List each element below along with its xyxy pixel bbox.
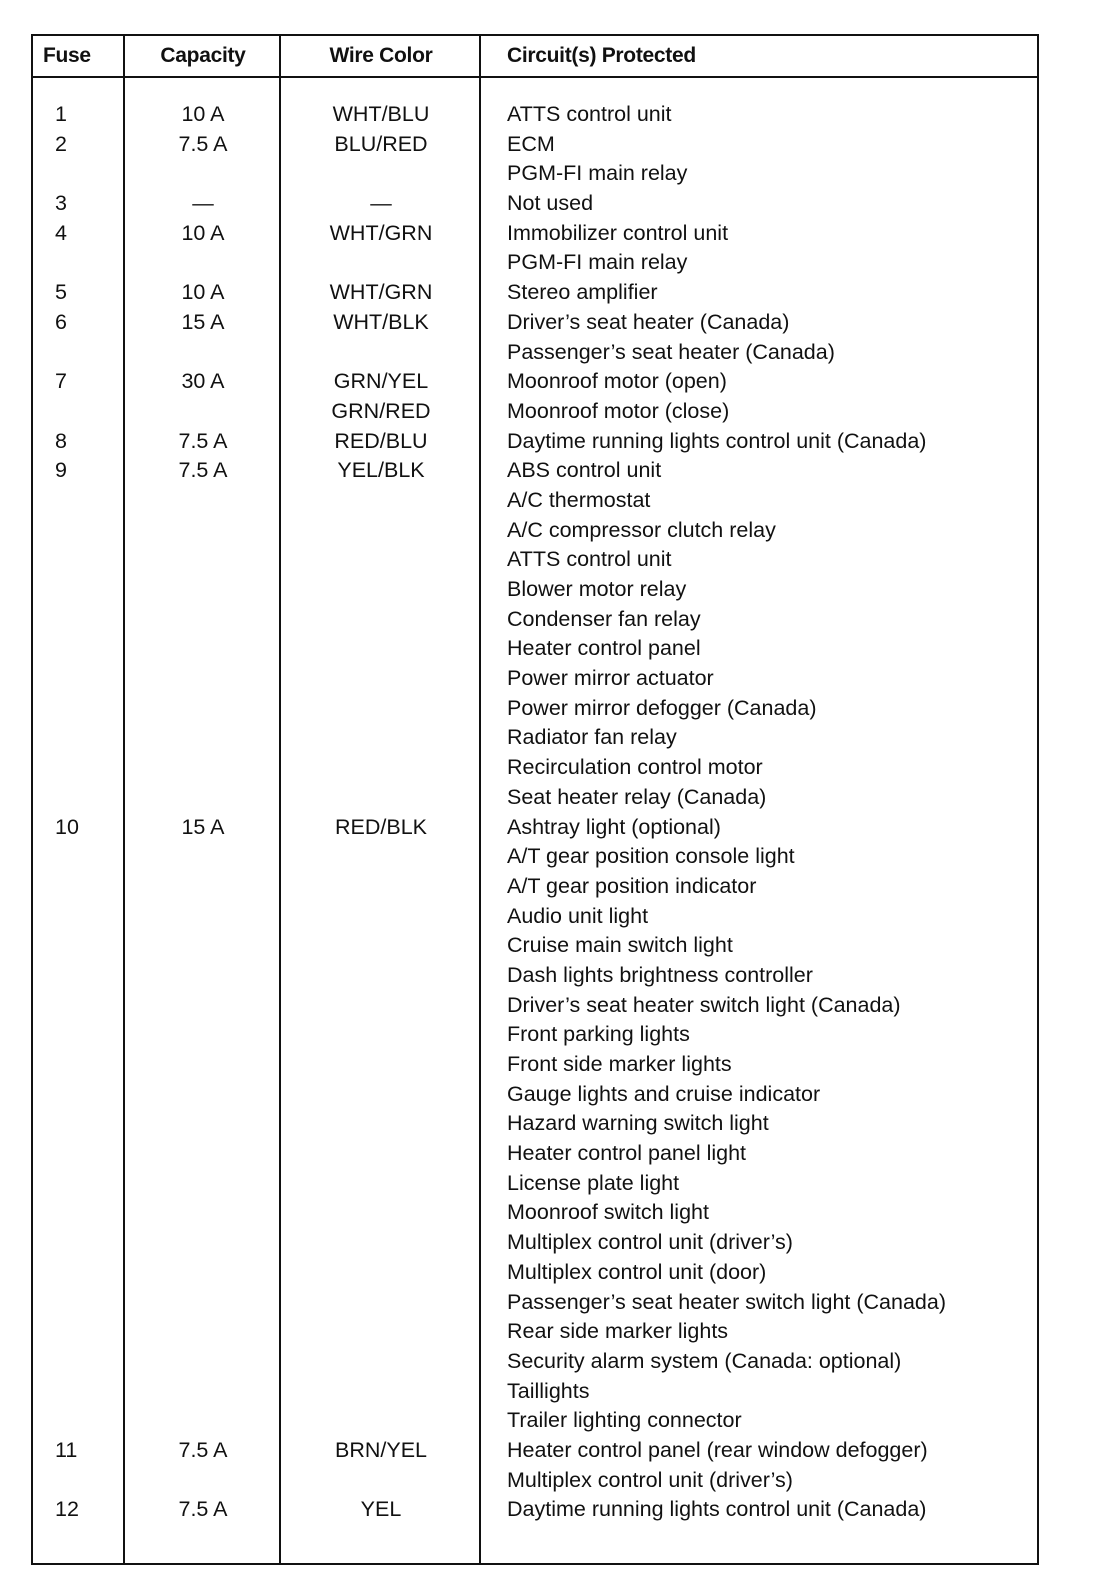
wire-color-value: WHT/BLK bbox=[333, 309, 429, 334]
circuit-protected: Passenger’s seat heater switch light (Canada) bbox=[507, 1289, 946, 1314]
circuit-protected: ATTS control unit bbox=[507, 102, 672, 126]
circuit-protected: Heater control panel light bbox=[507, 1141, 747, 1166]
table-row bbox=[33, 842, 1037, 872]
circuit-protected: Rear side marker lights bbox=[507, 1319, 729, 1344]
table-row bbox=[33, 219, 1037, 249]
table-row bbox=[33, 723, 1037, 753]
header-divider bbox=[33, 76, 1037, 78]
table-row bbox=[33, 783, 1037, 813]
table-row bbox=[33, 338, 1037, 368]
circuit-protected: PGM-FI main relay bbox=[507, 161, 688, 186]
wire-color-value: WHT/GRN bbox=[329, 220, 433, 245]
capacity-value: 10 A bbox=[181, 220, 225, 245]
header-fuse: Fuse bbox=[43, 44, 91, 67]
circuit-protected: A/T gear position indicator bbox=[507, 873, 757, 898]
circuit-protected: Hazard warning switch light bbox=[507, 1111, 769, 1136]
circuit-protected: Dash lights brightness controller bbox=[507, 962, 813, 987]
circuit-protected: Seat heater relay (Canada) bbox=[507, 784, 767, 809]
capacity-value: — bbox=[192, 191, 214, 216]
circuit-protected: ECM bbox=[507, 131, 555, 156]
circuit-protected: Ashtray light (optional) bbox=[507, 814, 721, 839]
circuit-protected: A/T gear position console light bbox=[507, 844, 795, 869]
table-row bbox=[33, 753, 1037, 783]
table-row bbox=[33, 1347, 1037, 1377]
capacity-value: 7.5 A bbox=[178, 428, 228, 453]
table-row bbox=[33, 1466, 1037, 1496]
table-row bbox=[33, 1317, 1037, 1347]
wire-color-value: YEL bbox=[360, 1497, 402, 1522]
table-row bbox=[33, 1228, 1037, 1258]
table-row bbox=[33, 308, 1037, 338]
circuit-protected: Blower motor relay bbox=[507, 577, 687, 601]
table-row bbox=[33, 1288, 1037, 1318]
circuit-protected: Multiplex control unit (driver’s) bbox=[507, 1467, 793, 1492]
table-row bbox=[33, 813, 1037, 843]
circuit-protected: Cruise main switch light bbox=[507, 933, 733, 958]
fuse-number: 6 bbox=[55, 309, 67, 334]
table-row bbox=[33, 634, 1037, 664]
table-row bbox=[33, 1258, 1037, 1288]
table-row bbox=[33, 991, 1037, 1021]
circuit-protected: A/C compressor clutch relay bbox=[507, 517, 776, 542]
circuit-protected: Power mirror actuator bbox=[507, 666, 714, 691]
circuit-protected: Audio unit light bbox=[507, 903, 649, 928]
circuit-protected: PGM-FI main relay bbox=[507, 250, 688, 275]
table-row bbox=[33, 456, 1037, 486]
capacity-value: 7.5 A bbox=[178, 458, 228, 483]
table-row bbox=[33, 278, 1037, 308]
wire-color-value: WHT/GRN bbox=[329, 280, 433, 305]
fuse-number: 7 bbox=[55, 369, 67, 394]
circuit-protected: Passenger’s seat heater (Canada) bbox=[507, 339, 835, 364]
table-row bbox=[33, 664, 1037, 694]
circuit-protected: Moonroof switch light bbox=[507, 1200, 709, 1225]
table-row bbox=[33, 486, 1037, 516]
wire-color-value: — bbox=[370, 191, 392, 216]
circuit-protected: Driver’s seat heater switch light (Canada) bbox=[507, 992, 901, 1017]
circuit-protected: Taillights bbox=[507, 1378, 590, 1403]
fuse-number: 2 bbox=[55, 131, 67, 156]
fuse-number: 8 bbox=[55, 428, 67, 453]
wire-color-value: BLU/RED bbox=[334, 131, 428, 156]
circuit-protected: Front side marker lights bbox=[507, 1052, 732, 1076]
table-row bbox=[33, 1080, 1037, 1110]
circuit-protected: Driver’s seat heater (Canada) bbox=[507, 309, 790, 334]
circuit-protected: ATTS control unit bbox=[507, 547, 672, 572]
circuit-protected: Security alarm system (Canada: optional) bbox=[507, 1348, 902, 1373]
circuit-protected: Stereo amplifier bbox=[507, 280, 658, 305]
circuit-protected: ABS control unit bbox=[507, 458, 662, 483]
circuit-protected: Front parking lights bbox=[507, 1022, 690, 1047]
table-row bbox=[33, 1020, 1037, 1050]
table-row bbox=[33, 902, 1037, 932]
table-row bbox=[33, 516, 1037, 546]
capacity-value: 7.5 A bbox=[178, 1497, 228, 1522]
capacity-value: 15 A bbox=[181, 814, 225, 839]
capacity-value: 10 A bbox=[181, 102, 225, 126]
fuse-number: 5 bbox=[55, 280, 67, 305]
fuse-number: 12 bbox=[55, 1497, 79, 1522]
circuit-protected: Trailer lighting connector bbox=[507, 1408, 742, 1433]
table-row bbox=[33, 545, 1037, 575]
table-row bbox=[33, 1436, 1037, 1466]
circuit-protected: Condenser fan relay bbox=[507, 606, 701, 631]
capacity-value: 30 A bbox=[181, 369, 225, 394]
header-capacity: Capacity bbox=[160, 44, 246, 67]
table-row bbox=[33, 159, 1037, 189]
circuit-protected: Multiplex control unit (door) bbox=[507, 1259, 767, 1284]
table-row bbox=[33, 1169, 1037, 1199]
table-row bbox=[33, 1109, 1037, 1139]
table-row bbox=[33, 130, 1037, 160]
wire-color-value: RED/BLU bbox=[334, 428, 428, 453]
capacity-value: 10 A bbox=[181, 280, 225, 305]
circuit-protected: Not used bbox=[507, 191, 594, 216]
fuse-number: 11 bbox=[55, 1437, 78, 1462]
fuse-number: 4 bbox=[55, 220, 67, 245]
header-circuits-protected: Circuit(s) Protected bbox=[507, 44, 696, 67]
header-wire-color: Wire Color bbox=[329, 44, 433, 67]
fuse-table bbox=[31, 34, 1039, 1565]
table-row bbox=[33, 694, 1037, 724]
circuit-protected: Moonroof motor (close) bbox=[507, 398, 730, 423]
fuse-number: 1 bbox=[55, 102, 67, 126]
capacity-value: 15 A bbox=[181, 309, 225, 334]
circuit-protected: Power mirror defogger (Canada) bbox=[507, 695, 817, 720]
circuit-protected: Multiplex control unit (driver’s) bbox=[507, 1230, 793, 1255]
table-row bbox=[33, 872, 1037, 902]
circuit-protected: Radiator fan relay bbox=[507, 725, 677, 750]
circuit-protected: A/C thermostat bbox=[507, 487, 651, 512]
table-row bbox=[33, 189, 1037, 219]
circuit-protected: Heater control panel (rear window defogger) bbox=[507, 1437, 928, 1462]
capacity-value: 7.5 A bbox=[178, 131, 228, 156]
circuit-protected: Daytime running lights control unit (Canada) bbox=[507, 428, 927, 453]
circuit-protected: Daytime running lights control unit (Canada) bbox=[507, 1497, 927, 1522]
table-row bbox=[33, 397, 1037, 427]
table-row bbox=[33, 427, 1037, 457]
fuse-number: 3 bbox=[55, 191, 67, 216]
fuse-number: 10 bbox=[55, 814, 79, 839]
circuit-protected: Gauge lights and cruise indicator bbox=[507, 1081, 821, 1106]
wire-color-value: GRN/YEL bbox=[333, 369, 429, 394]
table-row bbox=[33, 1139, 1037, 1169]
circuit-protected: Moonroof motor (open) bbox=[507, 369, 727, 394]
wire-color-value: WHT/BLU bbox=[332, 102, 430, 126]
table-row bbox=[33, 367, 1037, 397]
circuit-protected: Recirculation control motor bbox=[507, 755, 763, 780]
fuse-number: 9 bbox=[55, 458, 67, 483]
table-row bbox=[33, 1495, 1037, 1525]
table-row bbox=[33, 100, 1037, 130]
table-row bbox=[33, 1406, 1037, 1436]
table-body bbox=[33, 100, 1037, 1525]
table-row bbox=[33, 931, 1037, 961]
table-row bbox=[33, 248, 1037, 278]
wire-color-value: YEL/BLK bbox=[337, 458, 425, 483]
capacity-value: 7.5 A bbox=[178, 1437, 228, 1462]
wire-color-value: GRN/RED bbox=[331, 398, 431, 423]
table-row bbox=[33, 1377, 1037, 1407]
table-row bbox=[33, 575, 1037, 605]
table-row bbox=[33, 961, 1037, 991]
table-row bbox=[33, 1050, 1037, 1080]
table-row bbox=[33, 1198, 1037, 1228]
table-row bbox=[33, 605, 1037, 635]
circuit-protected: License plate light bbox=[507, 1170, 680, 1195]
circuit-protected: Immobilizer control unit bbox=[507, 220, 729, 245]
wire-color-value: RED/BLK bbox=[334, 814, 427, 839]
circuit-protected: Heater control panel bbox=[507, 636, 701, 661]
wire-color-value: BRN/YEL bbox=[334, 1437, 427, 1462]
